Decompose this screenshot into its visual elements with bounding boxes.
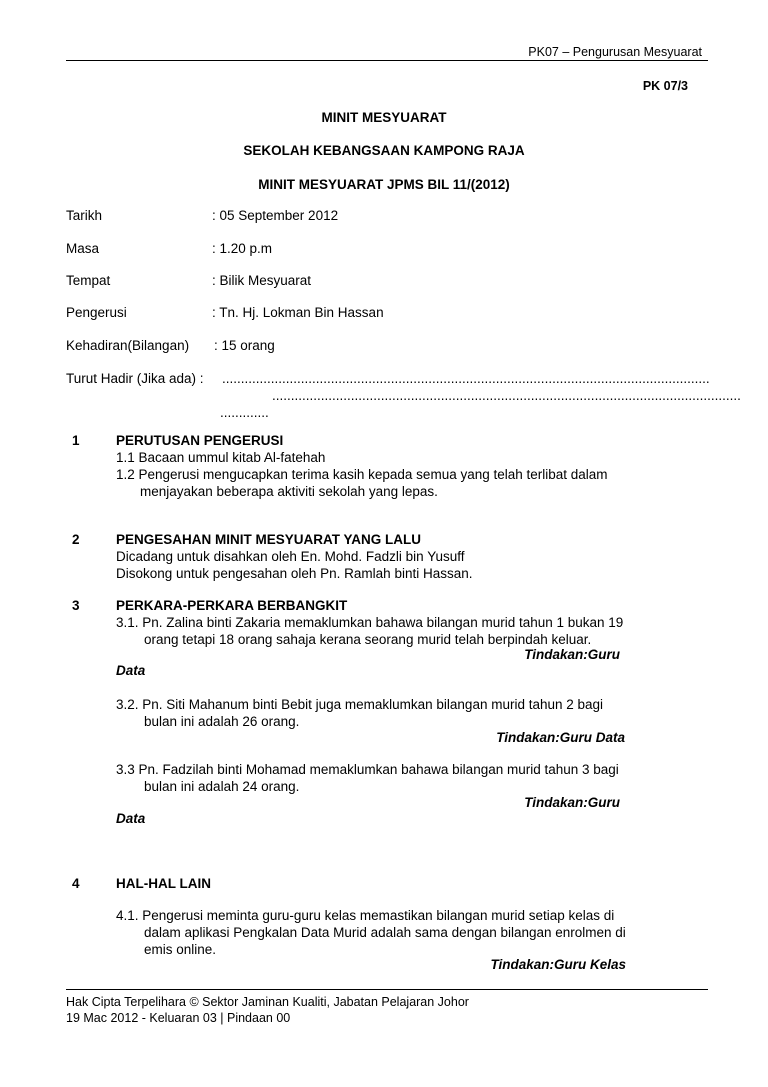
header-divider (66, 60, 708, 61)
turut-hadir-label: Turut Hadir (Jika ada) : (66, 371, 204, 386)
item-3-1-action-cont: Data (116, 663, 146, 678)
document-reference: PK07 – Pengurusan Mesyuarat (528, 45, 702, 59)
detail-value-kehadiran: : 15 orang (214, 338, 275, 353)
item-3-2-action: Tindakan:Guru Data (496, 730, 625, 745)
item-3-2-line-2: bulan ini adalah 26 orang. (144, 714, 300, 729)
section-3-title: PERKARA-PERKARA BERBANGKIT (116, 598, 348, 613)
turut-hadir-line-3: ............. (220, 405, 269, 420)
section-2-line-1: Dicadang untuk disahkan oleh En. Mohd. Fadzli bin Yusuff (116, 549, 465, 564)
item-3-1-line-2: orang tetapi 18 orang sahaja kerana seorang murid telah berpindah keluar. (144, 632, 592, 647)
detail-label-masa: Masa (66, 241, 100, 256)
item-4-1-line-1: 4.1. Pengerusi meminta guru-guru kelas memastikan bilangan murid setiap kelas di (116, 908, 615, 923)
item-3-1-action: Tindakan:Guru (524, 647, 620, 662)
turut-hadir-line-2: ............................................................................................................................. (272, 388, 741, 403)
title-minit: MINIT MESYUARAT (321, 110, 447, 125)
detail-value-tempat: : Bilik Mesyuarat (212, 273, 312, 288)
item-3-3-line-1: 3.3 Pn. Fadzilah binti Mohamad memaklumkan bahawa bilangan murid tahun 3 bagi (116, 762, 619, 777)
item-4-1-line-3: emis online. (144, 942, 217, 957)
detail-value-masa: : 1.20 p.m (212, 241, 273, 256)
section-1-number: 1 (72, 433, 80, 448)
section-1-line-3: menjayakan beberapa aktiviti sekolah yang lepas. (140, 484, 438, 499)
section-1-line-2: 1.2 Pengerusi mengucapkan terima kasih kepada semua yang telah terlibat dalam (116, 467, 608, 482)
item-4-1-line-2: dalam aplikasi Pengkalan Data Murid adalah sama dengan bilangan enrolmen di (144, 925, 626, 940)
section-2-line-2: Disokong untuk pengesahan oleh Pn. Ramlah binti Hassan. (116, 566, 473, 581)
detail-value-pengerusi: : Tn. Hj. Lokman Bin Hassan (212, 305, 384, 320)
item-4-1-action: Tindakan:Guru Kelas (490, 957, 626, 972)
title-meeting-number: MINIT MESYUARAT JPMS BIL 11/(2012) (258, 177, 510, 192)
section-2-title: PENGESAHAN MINIT MESYUARAT YANG LALU (116, 532, 422, 547)
footer-version: 19 Mac 2012 - Keluaran 03 | Pindaan 00 (66, 1011, 291, 1025)
item-3-2-line-1: 3.2. Pn. Siti Mahanum binti Bebit juga memaklumkan bilangan murid tahun 2 bagi (116, 697, 604, 712)
section-1-line-1: 1.1 Bacaan ummul kitab Al-fatehah (116, 450, 326, 465)
section-1-title: PERUTUSAN PENGERUSI (116, 433, 284, 448)
section-4-title: HAL-HAL LAIN (116, 876, 211, 891)
title-school: SEKOLAH KEBANGSAAN KAMPONG RAJA (243, 143, 525, 158)
item-3-3-action: Tindakan:Guru (524, 795, 620, 810)
detail-value-tarikh: : 05 September 2012 (212, 208, 339, 223)
detail-label-tarikh: Tarikh (66, 208, 103, 223)
footer-copyright: Hak Cipta Terpelihara © Sektor Jaminan Kualiti, Jabatan Pelajaran Johor (66, 995, 469, 1009)
detail-label-kehadiran: Kehadiran(Bilangan) (66, 338, 190, 353)
item-3-1-line-1: 3.1. Pn. Zalina binti Zakaria memaklumkan bahawa bilangan murid tahun 1 bukan 19 (116, 615, 624, 630)
section-3-number: 3 (72, 598, 80, 613)
item-3-3-line-2: bulan ini adalah 24 orang. (144, 779, 300, 794)
form-code: PK 07/3 (642, 79, 688, 93)
section-4-number: 4 (72, 876, 80, 891)
footer-divider (66, 989, 708, 990)
detail-label-tempat: Tempat (66, 273, 111, 288)
item-3-3-action-cont: Data (116, 811, 146, 826)
detail-label-pengerusi: Pengerusi (66, 305, 127, 320)
turut-hadir-line-1: .................................................................................................................................. (222, 371, 710, 386)
section-2-number: 2 (72, 532, 80, 547)
